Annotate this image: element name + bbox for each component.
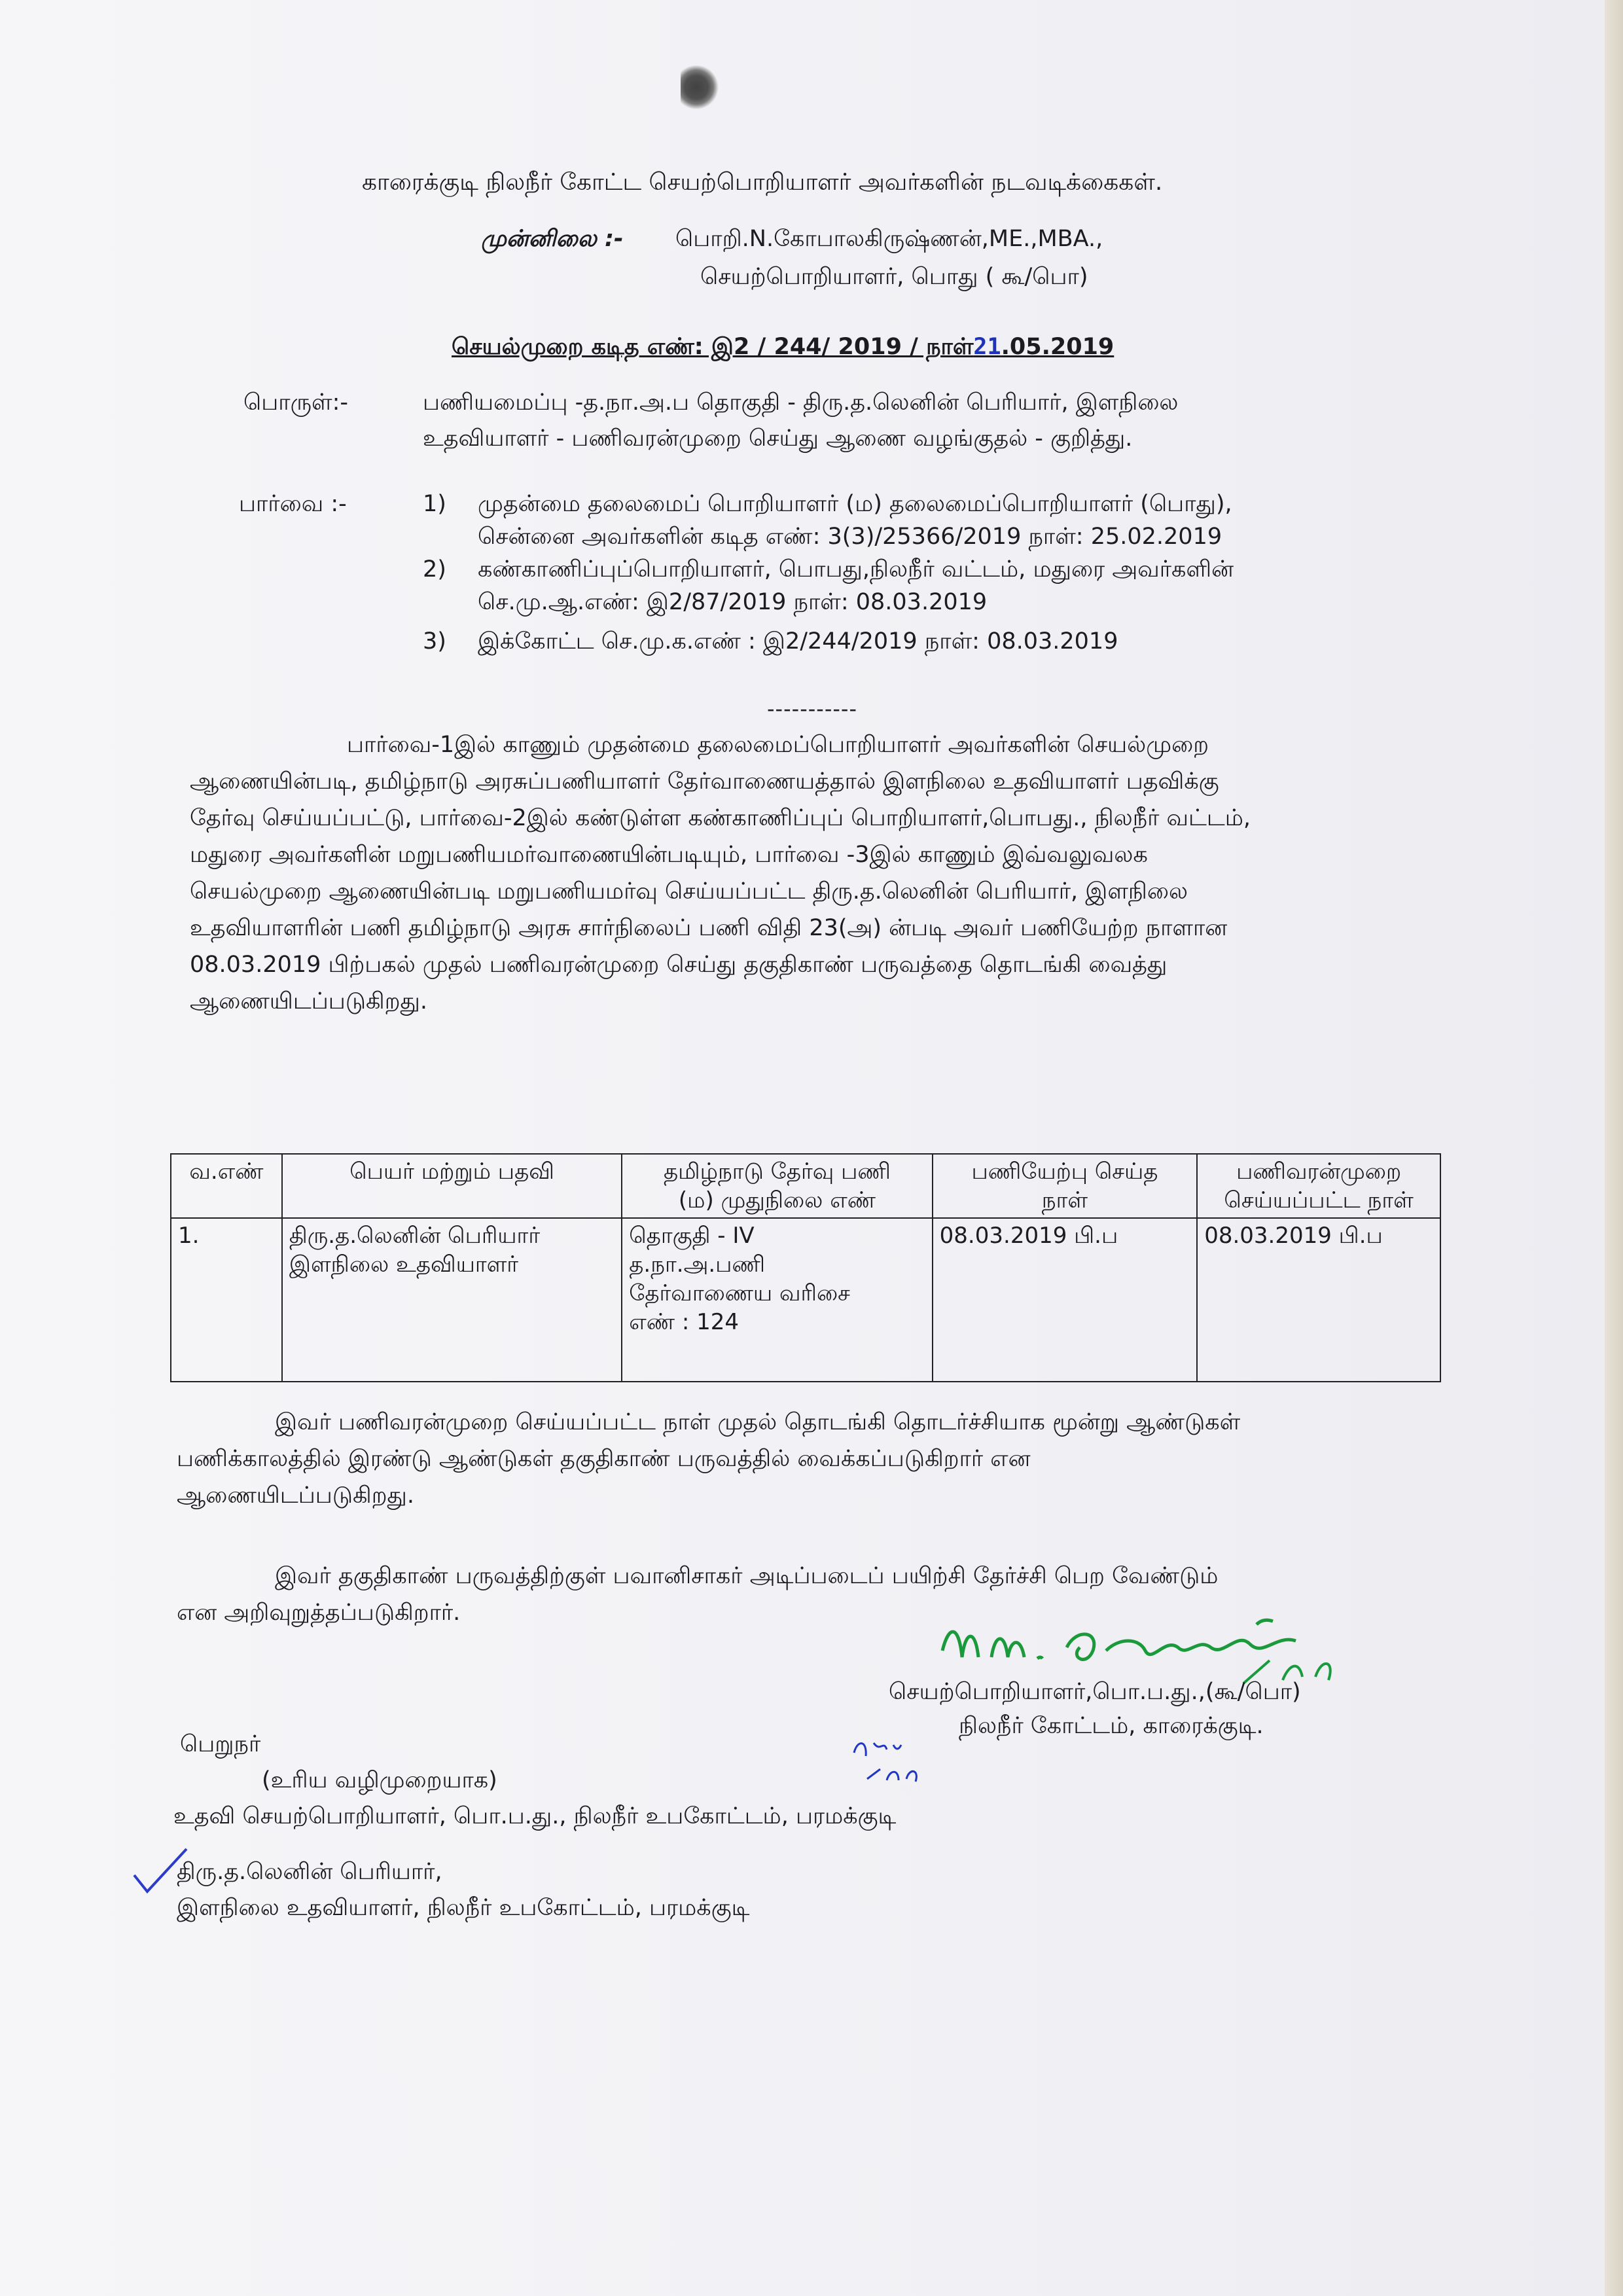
proceedings-number bbox=[452, 331, 1114, 363]
office-title: காரைக்குடி நிலநீர் கோட்ட செயற்பொறியாளர் அவர்களின் நடவடிக்கைகள். bbox=[362, 169, 1163, 196]
reference-2-line-2: செ.மு.ஆ.எண்: இ2/87/2019 நாள்: 08.03.2019 bbox=[478, 589, 988, 615]
para1-line: ஆணையிடப்படுகிறது. bbox=[190, 988, 428, 1014]
para1-line: ஆணையின்படி, தமிழ்நாடு அரசுப்பணியாளர் தேர்வாணையத்தால் இளநிலை உதவியாளர் பதவிக்கு bbox=[190, 768, 1219, 795]
recipients-label: பெறுநர் bbox=[180, 1731, 261, 1757]
subject-label: பொருள்:- bbox=[243, 389, 349, 416]
reference-1-line-1: முதன்மை தலைமைப் பொறியாளர் (ம) தலைமைப்பொறியாளர் (பொது), bbox=[478, 491, 1232, 517]
para2-line: பணிக்காலத்தில் இரண்டு ஆண்டுகள் தகுதிகாண் பருவத்தில் வைக்கப்படுகிறார் என bbox=[177, 1446, 1031, 1472]
body-paragraph-1 bbox=[190, 726, 1433, 1020]
para3-line: இவர் தகுதிகாண் பருவத்திற்குள் பவானிசாகர் அடிப்படைப் பயிற்சி தேர்ச்சி பெற வேண்டும் bbox=[275, 1563, 1219, 1589]
header-regularised: பணிவரன்முறை செய்யப்பட்ட நாள் bbox=[1197, 1154, 1440, 1218]
reference-3-number: 3) bbox=[423, 628, 446, 655]
reference-3-line-1: இக்கோட்ட செ.மு.க.எண் : இ2/244/2019 நாள்: 08.03.2019 bbox=[478, 628, 1118, 655]
para1-line: மதுரை அவர்களின் மறுபணியமர்வாணையின்படியும், பார்வை -3இல் காணும் இவ்வலுவலக bbox=[190, 842, 1148, 868]
subject-line-1: பணியமைப்பு -த.நா.அ.ப தொகுதி - திரு.த.லெனின் பெரியார், இளநிலை bbox=[423, 389, 1179, 416]
recipients-via: (உரிய வழிமுறையாக) bbox=[262, 1767, 497, 1793]
table-row bbox=[171, 1218, 1440, 1382]
header-joined: பணியேற்பு செய்த நாள் bbox=[933, 1154, 1198, 1218]
reference-1-line-2: சென்னை அவர்களின் கடித எண்: 3(3)/25366/2019 நாள்: 25.02.2019 bbox=[478, 524, 1222, 550]
reference-1-number: 1) bbox=[423, 491, 446, 517]
blue-initial bbox=[847, 1733, 939, 1792]
para1-line: செயல்முறை ஆணையின்படி மறுபணியமர்வு செய்யப்பட்ட திரு.த.லெனின் பெரியார், இளநிலை bbox=[190, 878, 1188, 905]
punch-hole bbox=[681, 62, 720, 118]
para1-line: தேர்வு செய்யப்பட்டு, பார்வை-2இல் கண்டுள்ள கண்காணிப்புப் பொறியாளர்,பொபது., நிலநீர் வட்டம், bbox=[190, 805, 1251, 831]
para1-line: பார்வை-1இல் காணும் முதன்மை தலைமைப்பொறியாளர் அவர்களின் செயல்முறை bbox=[347, 732, 1209, 758]
table-header-row bbox=[171, 1154, 1440, 1218]
cell-name: திரு.த.லெனின் பெரியார் இளநிலை உதவியாளர் bbox=[282, 1218, 622, 1382]
para3-line: என அறிவுறுத்தப்படுகிறார். bbox=[177, 1600, 461, 1626]
reference-2-line-1: கண்காணிப்புப்பொறியாளர், பொபது,நிலநீர் வட்டம், மதுரை அவர்களின் bbox=[478, 556, 1234, 583]
presence-designation: செயற்பொறியாளர், பொது ( கூ/பொ) bbox=[700, 264, 1088, 290]
presence-label: முன்னிலை :- bbox=[481, 226, 624, 252]
recipient-2-office: இளநிலை உதவியாளர், நிலநீர் உபகோட்டம், பரமக்குடி bbox=[177, 1895, 750, 1921]
initial-date bbox=[900, 1785, 925, 1792]
separator-line: ----------- bbox=[767, 696, 858, 721]
proceedings-prefix: செயல்முறை கடித எண்: இ2 / 244/ 2019 / நாள் bbox=[452, 334, 974, 360]
reference-2-number: 2) bbox=[423, 556, 446, 583]
presence-name: பொறி.N.கோபாலகிருஷ்ணன்,ME.,MBA., bbox=[675, 226, 1103, 252]
subject-line-2: உதவியாளர் - பணிவரன்முறை செய்து ஆணை வழங்குதல் - குறித்து. bbox=[423, 425, 1133, 452]
initial-text bbox=[854, 1785, 874, 1792]
cell-exam: தொகுதி - IV த.நா.அ.பணி தேர்வாணைய வரிசை எண் : 124 bbox=[622, 1218, 932, 1382]
para2-line: இவர் பணிவரன்முறை செய்யப்பட்ட நாள் முதல் தொடங்கி தொடர்ச்சியாக மூன்று ஆண்டுகள் bbox=[275, 1409, 1241, 1435]
proceedings-suffix: .05.2019 bbox=[1001, 334, 1115, 360]
header-exam: தமிழ்நாடு தேர்வு பணி (ம) முதுநிலை எண் bbox=[622, 1154, 932, 1218]
proceedings-day: 21 bbox=[973, 334, 1001, 360]
regularisation-table bbox=[170, 1153, 1441, 1382]
signatory-office: நிலநீர் கோட்டம், காரைக்குடி. bbox=[959, 1713, 1264, 1739]
recipient-1: உதவி செயற்பொறியாளர், பொ.ப.து., நிலநீர் உபகோட்டம், பரமக்குடி bbox=[173, 1803, 897, 1829]
cell-sno: 1. bbox=[171, 1218, 282, 1382]
para1-line: உதவியாளரின் பணி தமிழ்நாடு அரசு சார்நிலைப் பணி விதி 23(அ) ன்படி அவர் பணியேற்ற நாளான bbox=[190, 915, 1228, 941]
recipient-2-name: திரு.த.லெனின் பெரியார், bbox=[177, 1859, 442, 1885]
signatory-designation: செயற்பொறியாளர்,பொ.ப.து.,(கூ/பொ) bbox=[889, 1679, 1301, 1705]
para1-line: 08.03.2019 பிற்பகல் முதல் பணிவரன்முறை செய்து தகுதிகாண் பருவத்தை தொடங்கி வைத்து bbox=[190, 952, 1168, 978]
paper-edge bbox=[1605, 0, 1623, 2296]
cell-regularised: 08.03.2019 பி.ப bbox=[1197, 1218, 1440, 1382]
body-paragraph-2 bbox=[177, 1404, 1428, 1514]
references-label: பார்வை :- bbox=[239, 491, 347, 517]
cell-joined: 08.03.2019 பி.ப bbox=[933, 1218, 1198, 1382]
header-name-designation: பெயர் மற்றும் பதவி bbox=[282, 1154, 622, 1218]
para2-line: ஆணையிடப்படுகிறது. bbox=[177, 1482, 415, 1509]
header-sno: வ.எண் bbox=[171, 1154, 282, 1218]
